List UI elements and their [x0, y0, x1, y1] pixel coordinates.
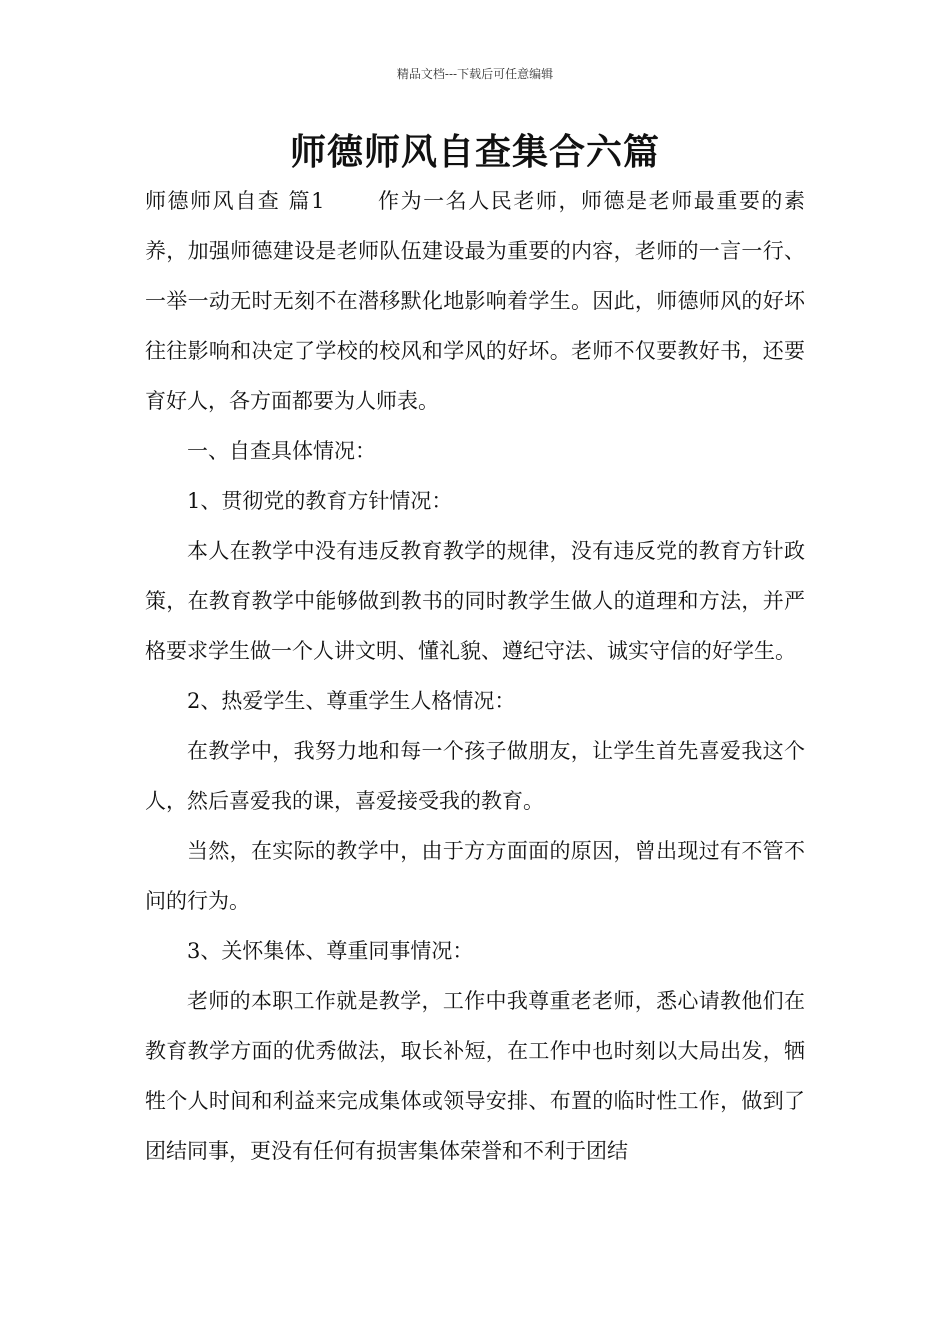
section-label: 师德师风自查 篇1 [145, 189, 325, 213]
paragraph: 当然，在实际的教学中，由于方方面面的原因，曾出现过有不管不问的行为。 [145, 839, 805, 913]
paragraph: 老师的本职工作就是教学，工作中我尊重老老师，悉心请教他们在教育教学方面的优秀做法，取长补短，在工作中也时刻以大局出发，牺牲个人时间和利益来完成集体或领导安排、布置的临时性工作，做到了团结同事，更没有任何有损害集体荣誉和不利于团结 [145, 989, 805, 1163]
subsection-heading: 1、贯彻党的教育方针情况： [187, 489, 453, 513]
paragraph: 在教学中，我努力地和每一个孩子做朋友，让学生首先喜爱我这个人，然后喜爱我的课，喜爱接受我的教育。 [145, 739, 805, 813]
subsection-heading: 3、关怀集体、尊重同事情况： [187, 939, 474, 963]
paragraph: 本人在教学中没有违反教育教学的规律，没有违反党的教育方针政策，在教育教学中能够做到教书的同时教学生做人的道理和方法，并严格要求学生做一个人讲文明、懂礼貌、遵纪守法、诚实守信的好学生。 [145, 539, 805, 663]
section-heading: 一、自查具体情况： [187, 439, 376, 463]
paragraph-text: 作为一名人民老师，师德是老师最重要的素养，加强师德建设是老师队伍建设最为重要的内容，老师的一言一行、一举一动无时无刻不在潜移默化地影响着学生。因此，师德师风的好坏往往影响和决定了学校的校风和学风的好坏。老师不仅要教好书，还要育好人，各方面都要为人师表。 [145, 189, 805, 413]
header-note: 精品文档---下载后可任意编辑 [396, 67, 554, 81]
document-body [145, 176, 805, 1176]
document-title: 师德师风自查集合六篇 [289, 131, 660, 173]
subsection-heading: 2、热爱学生、尊重学生人格情况： [187, 689, 516, 713]
intro-paragraph [145, 176, 805, 426]
